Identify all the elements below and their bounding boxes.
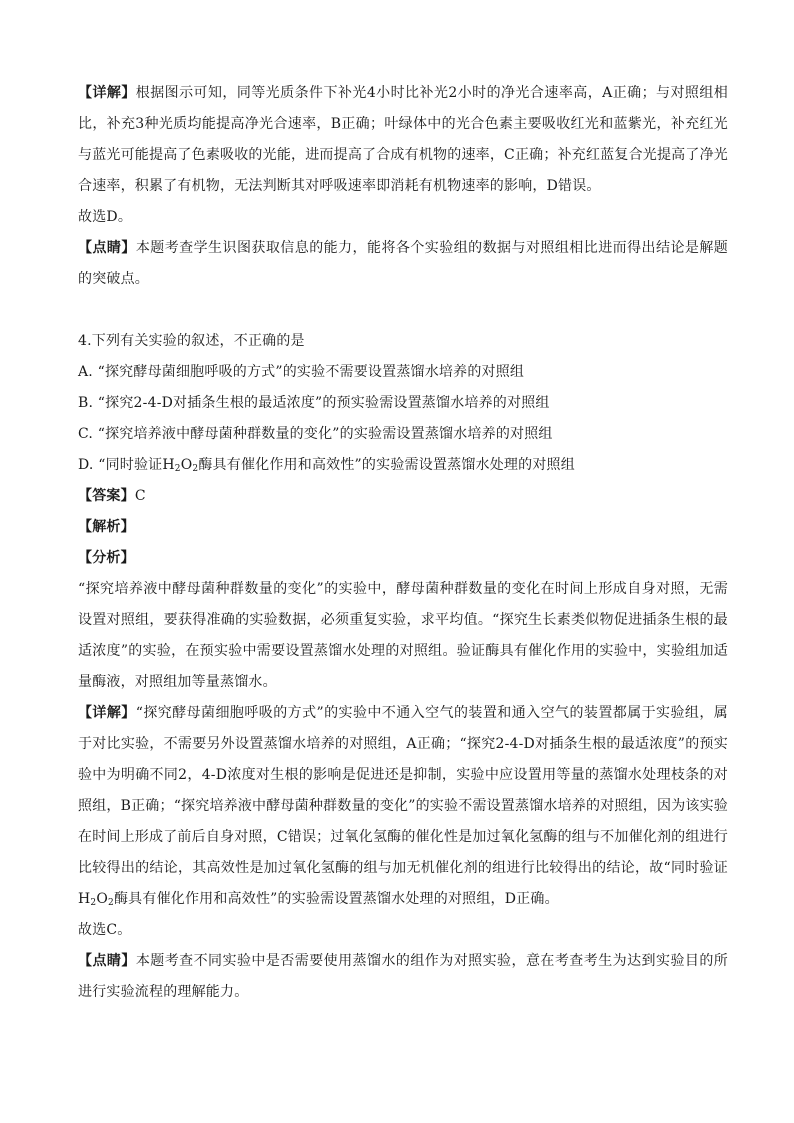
comment-tag: 【点睛】 [78, 240, 136, 256]
option-d-subscript: 2 [174, 464, 181, 474]
q3-detail-text: 根据图示可知，同等光质条件下补光4小时比补光2小时的净光合速率高，A正确；与对照组相比，补充3种光质均能提高净光合速率，B正确；叶绿体中的光合色素主要吸收红光和蓝紫光，补充红光与蓝光可能提高了色素吸收的光能，进而提高了合成有机物的速率，C正确；补充红蓝复合光提高了净光合速率，积累了有机物，无法判断其对呼吸速率即消耗有机物速率的影响，D错误。 [78, 85, 728, 194]
q4-option-d [78, 450, 728, 481]
option-d-subscript: 2 [192, 464, 199, 474]
q4-fenxi-tag: 【分析】 [78, 550, 135, 566]
section-gap [78, 295, 728, 326]
detail-subscript: 2 [108, 898, 114, 908]
option-d-text-pre: D. “同时验证H [78, 457, 175, 473]
detail-tag: 【详解】 [78, 85, 136, 101]
q3-detail-paragraph [78, 78, 728, 202]
q4-option-c: C. “探究培养液中酵母菌种群数量的变化”的实验需设置蒸馏水培养的对照组 [78, 426, 553, 442]
q4-option-b: B. “探究2-4-D对插条生根的最适浓度”的预实验需设置蒸馏水培养的对照组 [78, 395, 550, 411]
q4-detail-paragraph [78, 698, 728, 915]
q4-choice: 故选C。 [78, 922, 132, 938]
option-d-text-post: 酶具有催化作用和高效性”的实验需设置蒸馏水处理的对照组 [198, 457, 575, 473]
answer-tag: 【答案】 [78, 488, 135, 504]
q4-comment-text: 本题考查不同实验中是否需要使用蒸馏水的组作为对照实验，意在考查考生为达到实验目的所进行实验流程的理解能力。 [78, 953, 728, 1000]
q4-fenxi-text: “探究培养液中酵母菌种群数量的变化”的实验中，酵母菌种群数量的变化在时间上形成自身对照，无需设置对照组，要获得准确的实验数据，必须重复实验，求平均值。“探究生长素类似物促进插条生根的最适浓度”的实验，在预实验中需要设置蒸馏水处理的对照组。验证酶具有催化作用的实验中，实验组加适量酶液，对照组加等量蒸馏水。 [78, 581, 728, 690]
q4-stem: 4.下列有关实验的叙述，不正确的是 [78, 333, 305, 349]
q4-analysis-tag: 【解析】 [78, 519, 135, 535]
q4-option-a: A. “探究酵母菌细胞呼吸的方式”的实验不需要设置蒸馏水培养的对照组 [78, 364, 525, 380]
option-d-text-mid: O [180, 457, 193, 473]
document-page [78, 78, 728, 1008]
q3-comment-paragraph [78, 233, 728, 295]
detail-tag: 【详解】 [78, 705, 136, 721]
q3-choice: 故选D。 [78, 209, 133, 225]
answer-value: C [134, 488, 146, 504]
comment-tag: 【点睛】 [78, 953, 136, 969]
q3-comment-text: 本题考查学生识图获取信息的能力，能将各个实验组的数据与对照组相比进而得出结论是解题的突破点。 [78, 240, 728, 287]
detail-subscript: 2 [90, 898, 97, 908]
q4-answer [78, 481, 728, 512]
q4-detail-text-post: 酶具有催化作用和高效性”的实验需设置蒸馏水处理的对照组，D正确。 [113, 891, 559, 907]
q4-comment-paragraph [78, 946, 728, 1008]
q4-detail-text-pre: “探究酵母菌细胞呼吸的方式”的实验中不通入空气的装置和通入空气的装置都属于实验组，属于对比实验，不需要另外设置蒸馏水培养的对照组，A正确；“探究2-4-D对插条生根的最适浓度”的预实验中为明确不同2，4-D浓度对生根的影响是促进还是抑制，实验中应设置用等量的蒸馏水处理枝条的对照组，B正确；“探究培养液中酵母菌种群数量的变化”的实验不需设置蒸馏水培养的对照组，因为该实验在时间上形成了前后自身对照，C错误；过氧化氢酶的催化性是加过氧化氢酶的组与不加催化剂的组进行比较得出的结论，其高效性是加过氧化氢酶的组与加无机催化剂的组进行比较得出的结论，故“同时验证H [78, 705, 728, 907]
q4-detail-text-mid: O [96, 891, 109, 907]
